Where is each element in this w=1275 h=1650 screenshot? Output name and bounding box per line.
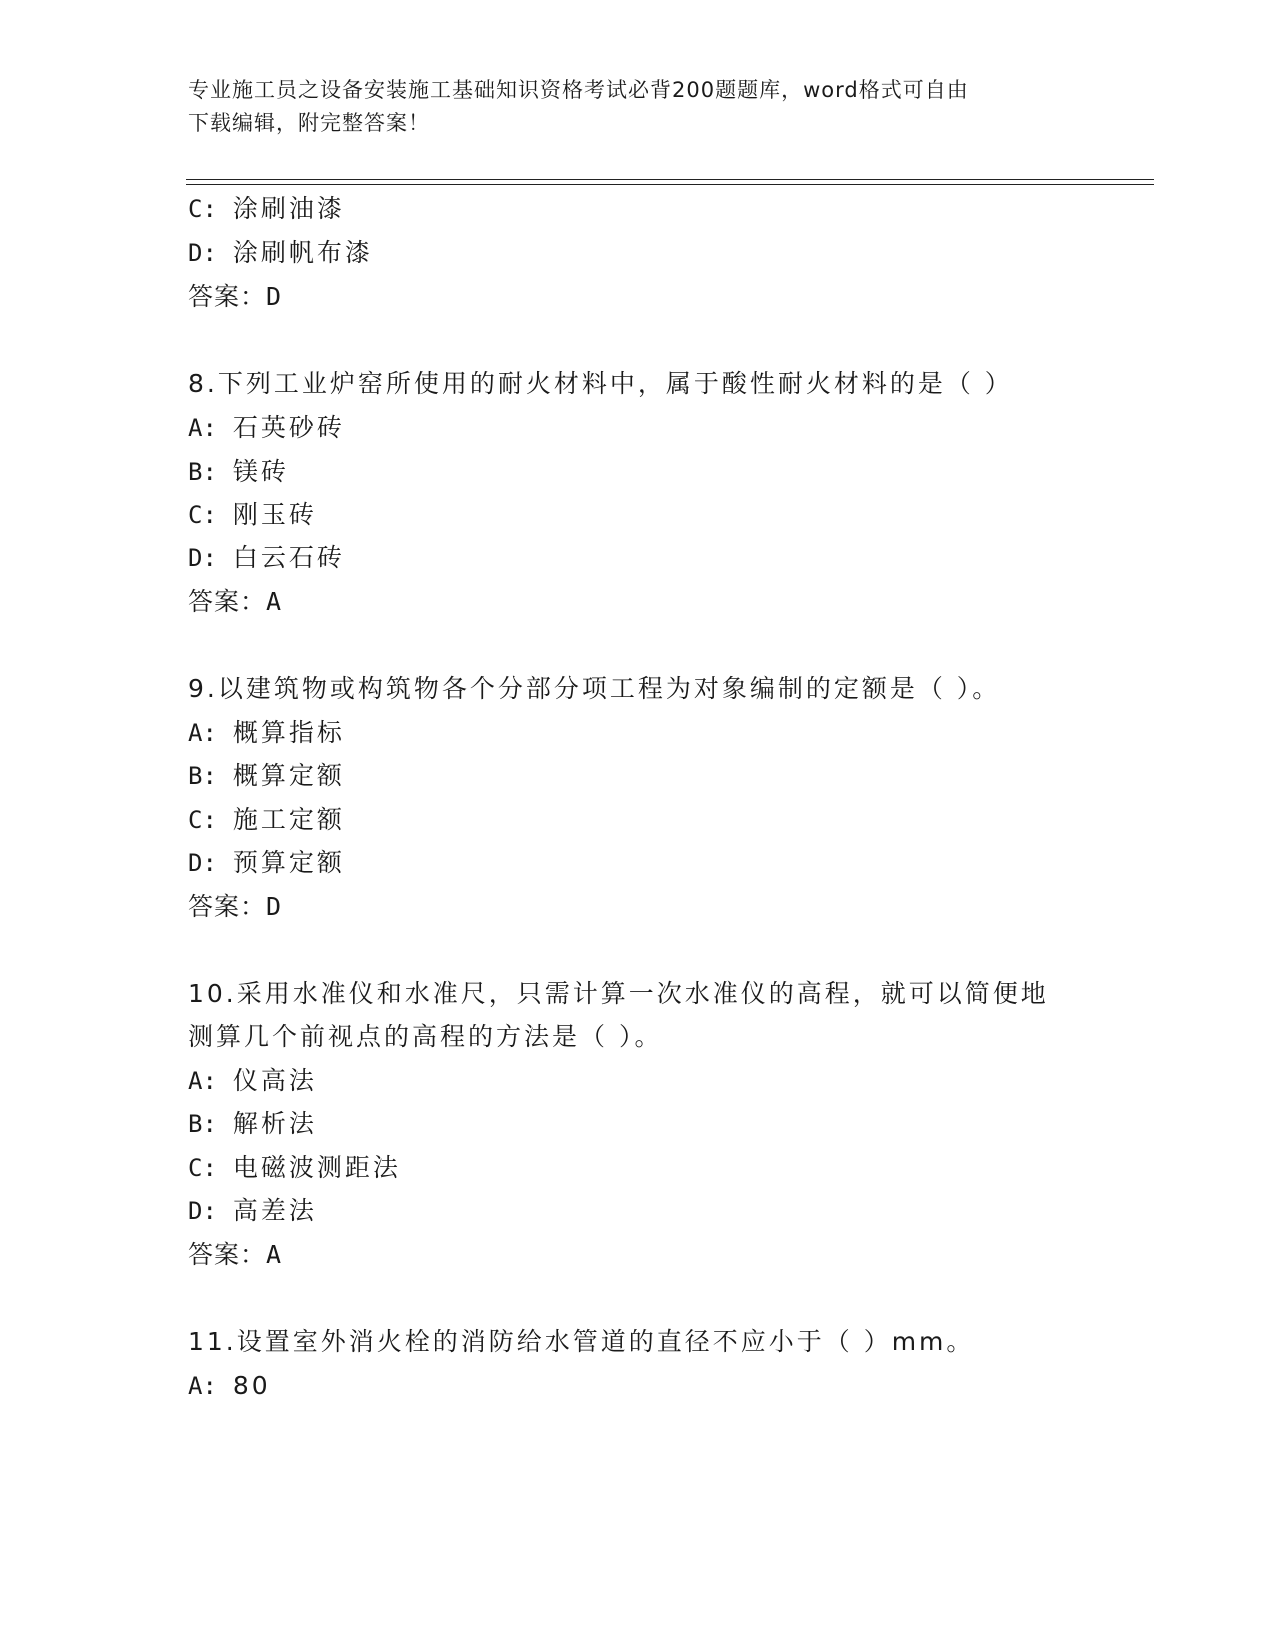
option-c bbox=[188, 499, 317, 531]
answer-line bbox=[188, 1239, 281, 1271]
header-title-line-1: 专业施工员之设备安装施工基础知识资格考试必背200题题库，word格式可自由 bbox=[188, 78, 969, 102]
answer-line bbox=[188, 586, 281, 618]
question-10-text-line-2: 测算几个前视点的高程的方法是（ ）。 bbox=[188, 1022, 663, 1051]
option-letter: A: bbox=[188, 719, 217, 747]
option-b bbox=[188, 1108, 317, 1140]
option-letter: C: bbox=[188, 501, 217, 529]
answer-label: 答案： bbox=[188, 587, 267, 616]
option-text: 镁砖 bbox=[232, 457, 289, 486]
document-header bbox=[188, 74, 1068, 140]
option-letter: C: bbox=[188, 1154, 217, 1182]
answer-label: 答案： bbox=[188, 282, 267, 311]
answer-value: D bbox=[266, 892, 282, 921]
option-c bbox=[188, 1152, 401, 1184]
option-text: 石英砂砖 bbox=[232, 413, 345, 442]
answer-line bbox=[188, 281, 281, 313]
option-c bbox=[188, 804, 345, 836]
answer-label: 答案： bbox=[188, 1240, 267, 1269]
option-a bbox=[188, 717, 345, 749]
header-divider-top bbox=[186, 179, 1154, 180]
option-b bbox=[188, 760, 345, 792]
answer-line bbox=[188, 891, 281, 923]
answer-label: 答案： bbox=[188, 892, 267, 921]
question-9-text: 9.以建筑物或构筑物各个分部分项工程为对象编制的定额是（ ）。 bbox=[188, 674, 1001, 703]
option-letter: D: bbox=[188, 544, 217, 572]
option-letter: C: bbox=[188, 195, 217, 223]
answer-value: A bbox=[266, 587, 282, 616]
option-letter: B: bbox=[188, 1110, 217, 1138]
option-letter: D: bbox=[188, 849, 217, 877]
option-a bbox=[188, 412, 345, 444]
question-11-text: 11.设置室外消火栓的消防给水管道的直径不应小于（ ）mm。 bbox=[188, 1327, 975, 1356]
option-text: 80 bbox=[232, 1371, 271, 1400]
option-text: 高差法 bbox=[232, 1196, 317, 1225]
option-letter: A: bbox=[188, 1067, 217, 1095]
answer-value: D bbox=[266, 282, 282, 311]
answer-value: A bbox=[266, 1240, 282, 1269]
option-letter: D: bbox=[188, 239, 217, 267]
option-a bbox=[188, 1370, 271, 1402]
option-text: 刚玉砖 bbox=[232, 500, 317, 529]
option-letter: D: bbox=[188, 1197, 217, 1225]
question-8-text: 8.下列工业炉窑所使用的耐火材料中，属于酸性耐火材料的是（ ） bbox=[188, 369, 1013, 398]
option-d bbox=[188, 237, 373, 269]
option-d bbox=[188, 542, 345, 574]
option-letter: B: bbox=[188, 762, 217, 790]
header-title-line-2: 下载编辑，附完整答案！ bbox=[188, 111, 430, 135]
option-text: 施工定额 bbox=[232, 805, 345, 834]
option-letter: B: bbox=[188, 458, 217, 486]
option-a bbox=[188, 1065, 317, 1097]
option-text: 电磁波测距法 bbox=[232, 1153, 401, 1182]
option-d bbox=[188, 847, 345, 879]
option-text: 涂刷油漆 bbox=[232, 194, 345, 223]
option-letter: C: bbox=[188, 806, 217, 834]
option-text: 概算指标 bbox=[232, 718, 345, 747]
option-text: 概算定额 bbox=[232, 761, 345, 790]
option-text: 仪高法 bbox=[232, 1066, 317, 1095]
option-b bbox=[188, 456, 289, 488]
question-10-text-line-1: 10.采用水准仪和水准尺，只需计算一次水准仪的高程，就可以简便地 bbox=[188, 979, 1049, 1008]
header-divider-bottom bbox=[186, 184, 1154, 185]
option-letter: A: bbox=[188, 1372, 217, 1400]
option-c bbox=[188, 193, 345, 225]
option-text: 解析法 bbox=[232, 1109, 317, 1138]
option-text: 白云石砖 bbox=[232, 543, 345, 572]
option-d bbox=[188, 1195, 317, 1227]
option-letter: A: bbox=[188, 414, 217, 442]
option-text: 涂刷帆布漆 bbox=[232, 238, 373, 267]
option-text: 预算定额 bbox=[232, 848, 345, 877]
